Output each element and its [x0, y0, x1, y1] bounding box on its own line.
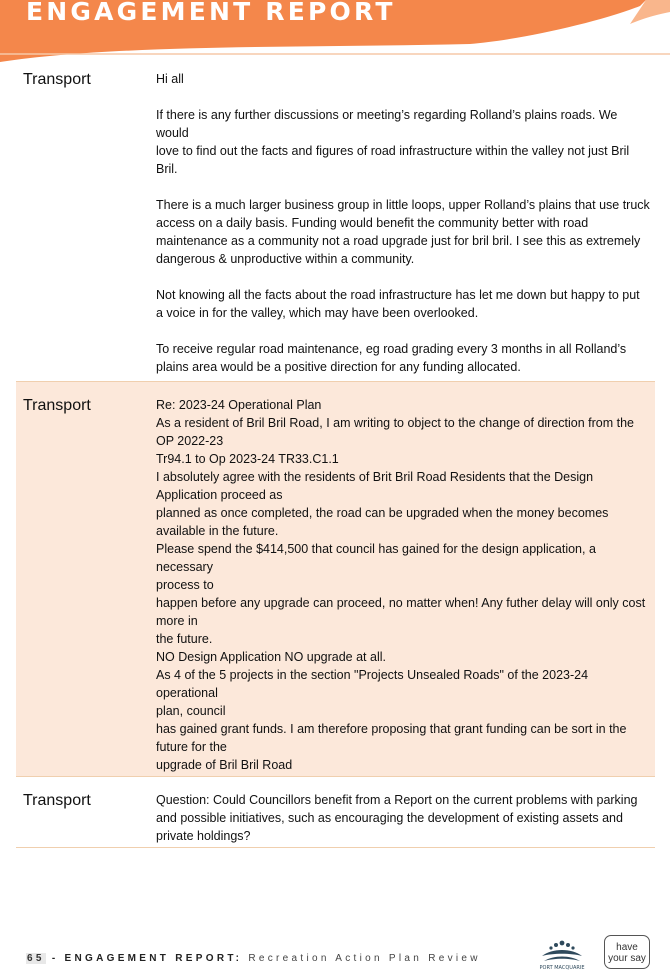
page-footer	[26, 953, 481, 964]
comment-text: Re: 2023-24 Operational Plan As a resident of Bril Bril Road, I am writing to object to the change of direction from the OP 2022-23 Tr94.1 to Op 2023-24 TR33.C1.1 I absolutely agree with the residents of Brit Bril Road Residents that the Design Application proceed as planned as once completed, the road can be upgraded when the money becomes available in the future. Please spend the $414,500 that council has gained for the design application, a necessary process to happen before any upgrade can proceed, no matter when! Any futher delay will only cost more in the future. NO Design Application NO upgrade at all. As 4 of the 5 projects in the section "Projects Unsealed Roads" of the 2023-24 operational plan, council has gained grant funds. I am therefore proposing that grant funding can be sort in the future for the upgrade of Bril Bril Road	[156, 398, 646, 772]
category-label: Transport	[23, 397, 91, 414]
comment-text: Hi all If there is any further discussions or meeting’s regarding Rolland’s plains roads. We would love to find out the facts and figures of road infrastructure within the valley not just Bril Bril. There is a much larger business group in little loops, upper Rolland’s plains that use truck access on a daily basis. Funding would benefit the community better with road maintenance as a community not a road upgrade just for bril bril. I see this as extremely dangerous & unproductive within a community. Not knowing all the facts about the road infrastructure has let me down but happy to put a voice in for the valley, which may have been overlooked. To receive regular road maintenance, eg road grading every 3 months in all Rolland’s plains area would be a positive direction for any funding allocated.	[156, 72, 650, 374]
footer-separator: -	[45, 953, 65, 964]
page-number: 65	[27, 953, 45, 964]
svg-text:PORT MACQUARIE: PORT MACQUARIE	[539, 965, 585, 970]
page-title: ENGAGEMENT REPORT	[26, 0, 396, 26]
footer-report-label: ENGAGEMENT REPORT:	[64, 953, 243, 964]
header-banner	[0, 0, 670, 62]
submission-table	[16, 62, 655, 848]
table-row	[16, 62, 655, 382]
have-your-say-logo: have your say	[604, 935, 650, 969]
footer-report-subtitle: Recreation Action Plan Review	[242, 953, 481, 964]
comment-text: Question: Could Councillors benefit from a Report on the current problems with parking and possible initiatives, such as encouraging the development of existing assets and private holdings?	[156, 793, 638, 843]
category-label: Transport	[23, 792, 91, 809]
table-row	[16, 777, 655, 848]
category-label: Transport	[23, 71, 91, 88]
council-logo	[532, 934, 592, 970]
table-row	[16, 382, 655, 777]
